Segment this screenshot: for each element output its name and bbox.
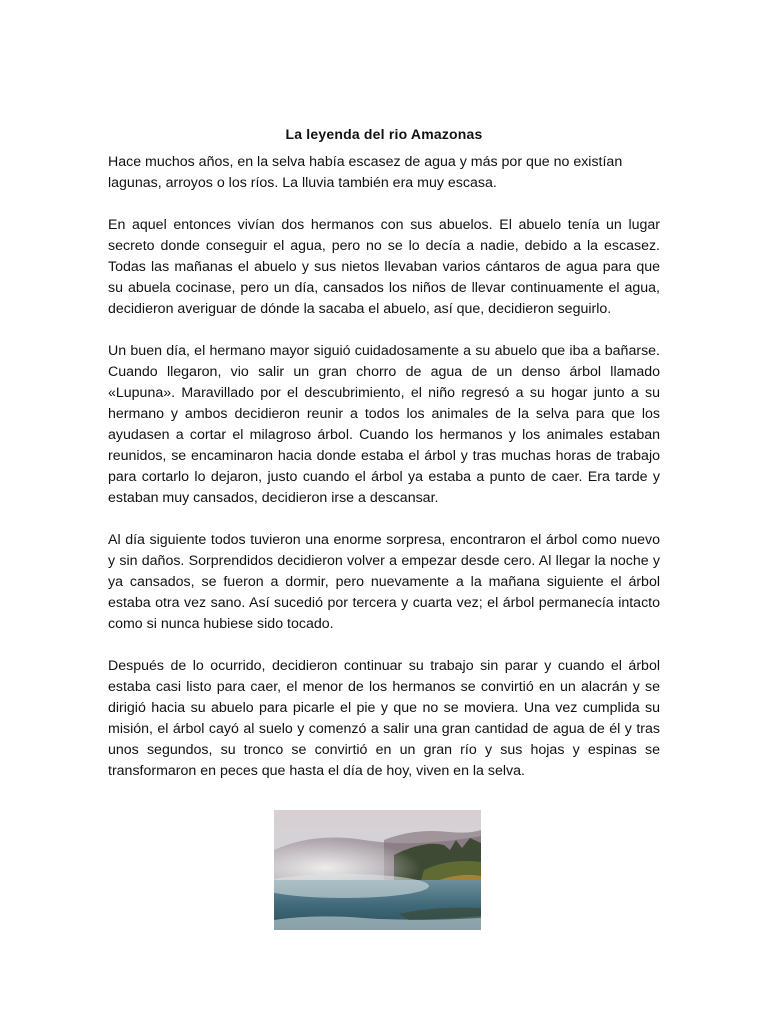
river-photo-image bbox=[274, 810, 481, 930]
paragraph-1: Hace muchos años, en la selva había escasez de agua y más por que no existían lagunas, arroyos o los ríos. La lluvia también era muy escasa. bbox=[108, 154, 623, 191]
paragraph-4: Al día siguiente todos tuvieron una enorme sorpresa, encontraron el árbol como nuevo y sin daños. Sorprendidos decidieron volver a empezar desde cero. Al llegar la noche y ya cansados, se fueron a dormir, pero nuevamente a la mañana siguiente el árbol estaba otra vez sano. Así sucedió por tercera y cuarta vez; el árbol permanecía intacto como si nunca hubiese sido tocado. bbox=[108, 532, 660, 632]
paragraph-3: Un buen día, el hermano mayor siguió cuidadosamente a su abuelo que iba a bañarse. Cuando llegaron, vio salir un gran chorro de agua de un denso árbol llamado «Lupuna». Maravillado por el descubrimiento, el niño regresó a su hogar junto a su hermano y ambos decidieron reunir a todos los animales de la selva para que los ayudasen a cortar el milagroso árbol. Cuando los hermanos y los animales estaban reunidos, se encaminaron hacia donde estaba el árbol y tras muchas horas de trabajo para cortarlo lo dejaron, justo cuando el árbol ya estaba a punto de caer. Era tarde y estaban muy cansados, decidieron irse a descansar. bbox=[108, 343, 660, 506]
document-body bbox=[108, 152, 660, 803]
paragraph-5: Después de lo ocurrido, decidieron continuar su trabajo sin parar y cuando el árbol estaba casi listo para caer, el menor de los hermanos se convirtió en un alacrán y se dirigió hacia su abuelo para picarle el pie y que no se moviera. Una vez cumplida su misión, el árbol cayó al suelo y comenzó a salir una gran cantidad de agua de él y tras unos segundos, su tronco se convirtió en un gran río y sus hojas y espinas se transformaron en peces que hasta el día de hoy, viven en la selva. bbox=[108, 658, 660, 779]
document-title: La leyenda del rio Amazonas bbox=[285, 126, 483, 142]
paragraph-2: En aquel entonces vivían dos hermanos con sus abuelos. El abuelo tenía un lugar secreto donde conseguir el agua, pero no se lo decía a nadie, debido a la escasez. Todas las mañanas el abuelo y sus nietos llevaban varios cántaros de agua para que su abuela cocinase, pero un día, cansados los niños de llevar continuamente el agua, decidieron averiguar de dónde la sacaba el abuelo, así que, decidieron seguirlo. bbox=[108, 217, 660, 317]
river-photo bbox=[274, 810, 481, 930]
